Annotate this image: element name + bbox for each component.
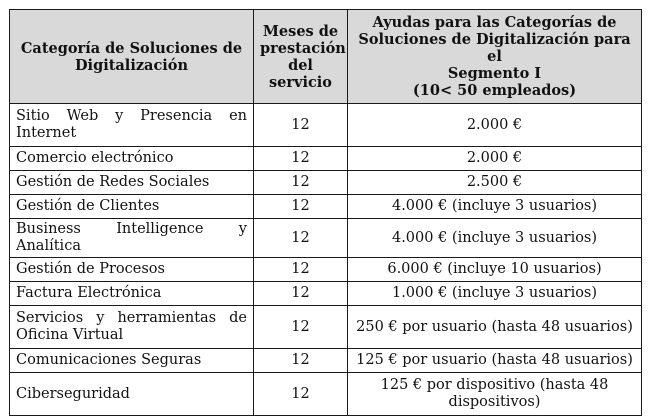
category-cell: Business Intelligence y Analítica bbox=[10, 219, 254, 258]
aid-cell: 125 € por dispositivo (hasta 48 dispositivos) bbox=[348, 373, 642, 416]
header-aid-line-1: Ayudas para las Categorías de bbox=[372, 14, 617, 31]
months-cell: 12 bbox=[254, 219, 348, 258]
months-cell: 12 bbox=[254, 104, 348, 147]
table-row bbox=[10, 282, 642, 306]
category-cell: Factura Electrónica bbox=[10, 282, 254, 306]
header-category bbox=[10, 10, 254, 104]
aid-cell: 125 € por usuario (hasta 48 usuarios) bbox=[348, 349, 642, 373]
category-cell: Comercio electrónico bbox=[10, 147, 254, 171]
header-aid bbox=[348, 10, 642, 104]
category-cell: Gestión de Procesos bbox=[10, 258, 254, 282]
table-row bbox=[10, 171, 642, 195]
table-row bbox=[10, 258, 642, 282]
category-cell: Gestión de Redes Sociales bbox=[10, 171, 254, 195]
header-category-line-1: Categoría de Soluciones de bbox=[20, 39, 243, 57]
header-months-line-3: del bbox=[288, 56, 313, 74]
header-aid-line-3: Segmento I bbox=[447, 65, 542, 82]
table-row bbox=[10, 373, 642, 416]
months-cell: 12 bbox=[254, 282, 348, 306]
category-cell: Gestión de Clientes bbox=[10, 195, 254, 219]
digitalization-aid-table bbox=[9, 9, 642, 416]
aid-cell: 1.000 € (incluye 3 usuarios) bbox=[348, 282, 642, 306]
table-row bbox=[10, 349, 642, 373]
header-category-line-2: Digitalización bbox=[74, 56, 189, 74]
aid-cell: 2.500 € bbox=[348, 171, 642, 195]
aid-cell: 4.000 € (incluye 3 usuarios) bbox=[348, 219, 642, 258]
aid-cell: 6.000 € (incluye 10 usuarios) bbox=[348, 258, 642, 282]
table-row bbox=[10, 147, 642, 171]
months-cell: 12 bbox=[254, 349, 348, 373]
header-aid-line-2: Soluciones de Digitalización para el bbox=[358, 31, 631, 65]
header-months-line-2: prestación bbox=[260, 39, 346, 57]
months-cell: 12 bbox=[254, 306, 348, 349]
months-cell: 12 bbox=[254, 195, 348, 219]
header-months-line-4: servicio bbox=[269, 73, 332, 91]
aid-cell: 2.000 € bbox=[348, 104, 642, 147]
category-cell: Sitio Web y Presencia en Internet bbox=[10, 104, 254, 147]
aid-table-container bbox=[9, 9, 641, 416]
table-row bbox=[10, 104, 642, 147]
header-aid-line-4: (10< 50 empleados) bbox=[412, 82, 577, 99]
table-header-row bbox=[10, 10, 642, 104]
table-row bbox=[10, 306, 642, 349]
aid-cell: 2.000 € bbox=[348, 147, 642, 171]
header-months bbox=[254, 10, 348, 104]
table-row bbox=[10, 219, 642, 258]
months-cell: 12 bbox=[254, 171, 348, 195]
months-cell: 12 bbox=[254, 147, 348, 171]
category-cell: Servicios y herramientas de Oficina Virtual bbox=[10, 306, 254, 349]
months-cell: 12 bbox=[254, 373, 348, 416]
category-cell: Ciberseguridad bbox=[10, 373, 254, 416]
header-months-line-1: Meses de bbox=[262, 22, 339, 40]
table-row bbox=[10, 195, 642, 219]
aid-cell: 250 € por usuario (hasta 48 usuarios) bbox=[348, 306, 642, 349]
aid-cell: 4.000 € (incluye 3 usuarios) bbox=[348, 195, 642, 219]
category-cell: Comunicaciones Seguras bbox=[10, 349, 254, 373]
months-cell: 12 bbox=[254, 258, 348, 282]
